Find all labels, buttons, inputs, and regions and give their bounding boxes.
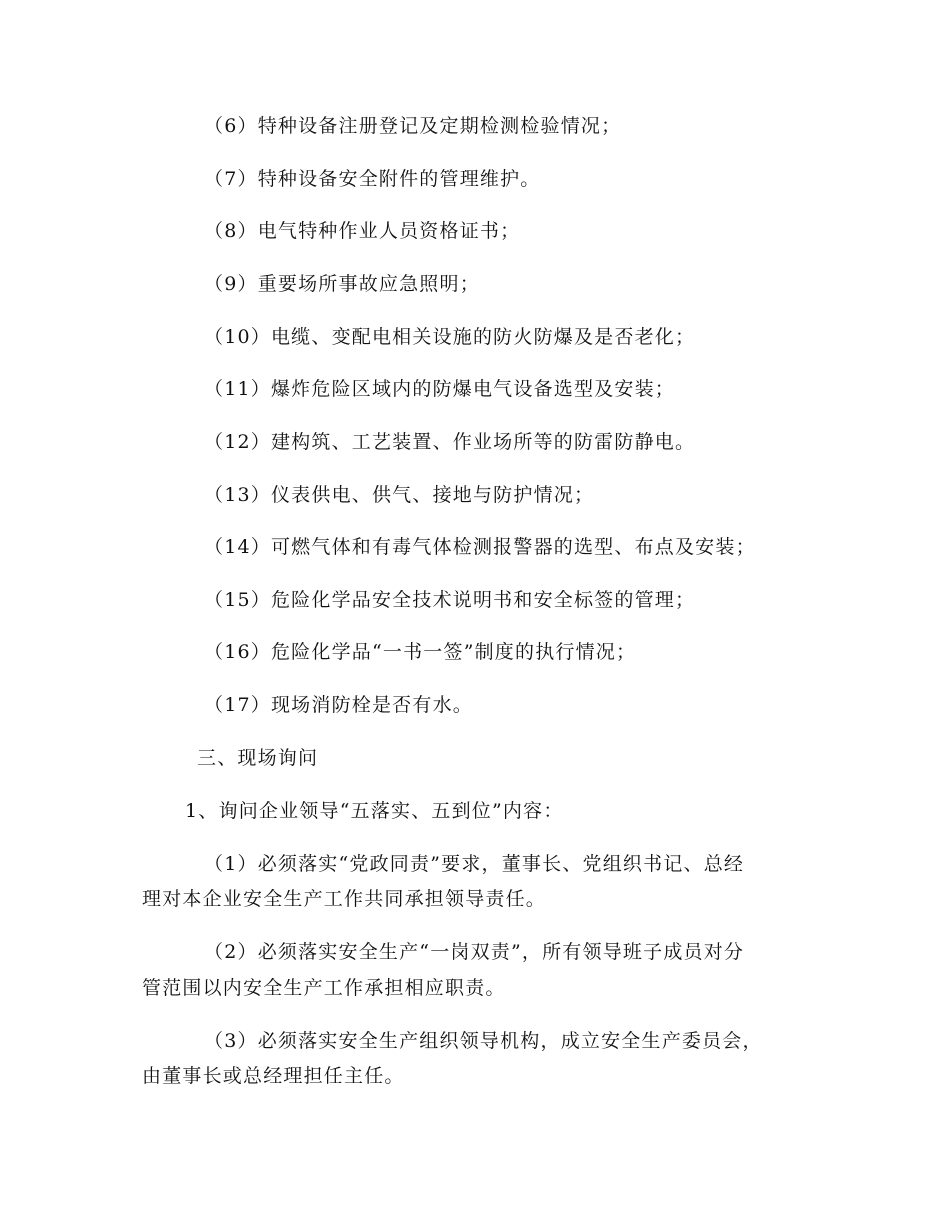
paragraph-line: 理对本企业安全生产工作共同承担领导责任。 (142, 888, 547, 910)
list-item: （8）电气特种作业人员资格证书； (204, 220, 521, 242)
subheading: 1、询问企业领导“五落实、五到位”内容： (185, 800, 564, 822)
paragraph-line: （1）必须落实“党政同责”要求，董事长、党组织书记、总经 (204, 853, 745, 875)
list-item: （6）特种设备注册登记及定期检测检验情况； (204, 115, 622, 137)
list-item: （16）危险化学品“一书一签”制度的执行情况； (204, 641, 637, 663)
list-item: （10）电缆、变配电相关设施的防火防爆及是否老化； (204, 326, 696, 348)
list-item: （14）可燃气体和有毒气体检测报警器的选型、布点及安装； (204, 536, 756, 558)
paragraph-line: （2）必须落实安全生产“一岗双责”，所有领导班子成员对分 (204, 941, 745, 963)
list-item: （11）爆炸危险区域内的防爆电气设备选型及安装； (204, 378, 675, 400)
paragraph-line: 管范围以内安全生产工作承担相应职责。 (142, 977, 506, 999)
list-item: （7）特种设备安全附件的管理维护。 (204, 168, 541, 190)
section-heading: 三、现场询问 (197, 747, 319, 769)
paragraph-line: 由董事长或总经理担任主任。 (142, 1065, 405, 1087)
list-item: （13）仪表供电、供气、接地与防护情况； (204, 484, 595, 506)
list-item: （15）危险化学品安全技术说明书和安全标签的管理； (204, 589, 696, 611)
list-item: （17）现场消防栓是否有水。 (204, 694, 473, 716)
paragraph-line: （3）必须落实安全生产组织领导机构，成立安全生产委员会， (204, 1030, 763, 1052)
list-item: （9）重要场所事故应急照明； (204, 273, 480, 295)
list-item: （12）建构筑、工艺装置、作业场所等的防雷防静电。 (204, 431, 696, 453)
